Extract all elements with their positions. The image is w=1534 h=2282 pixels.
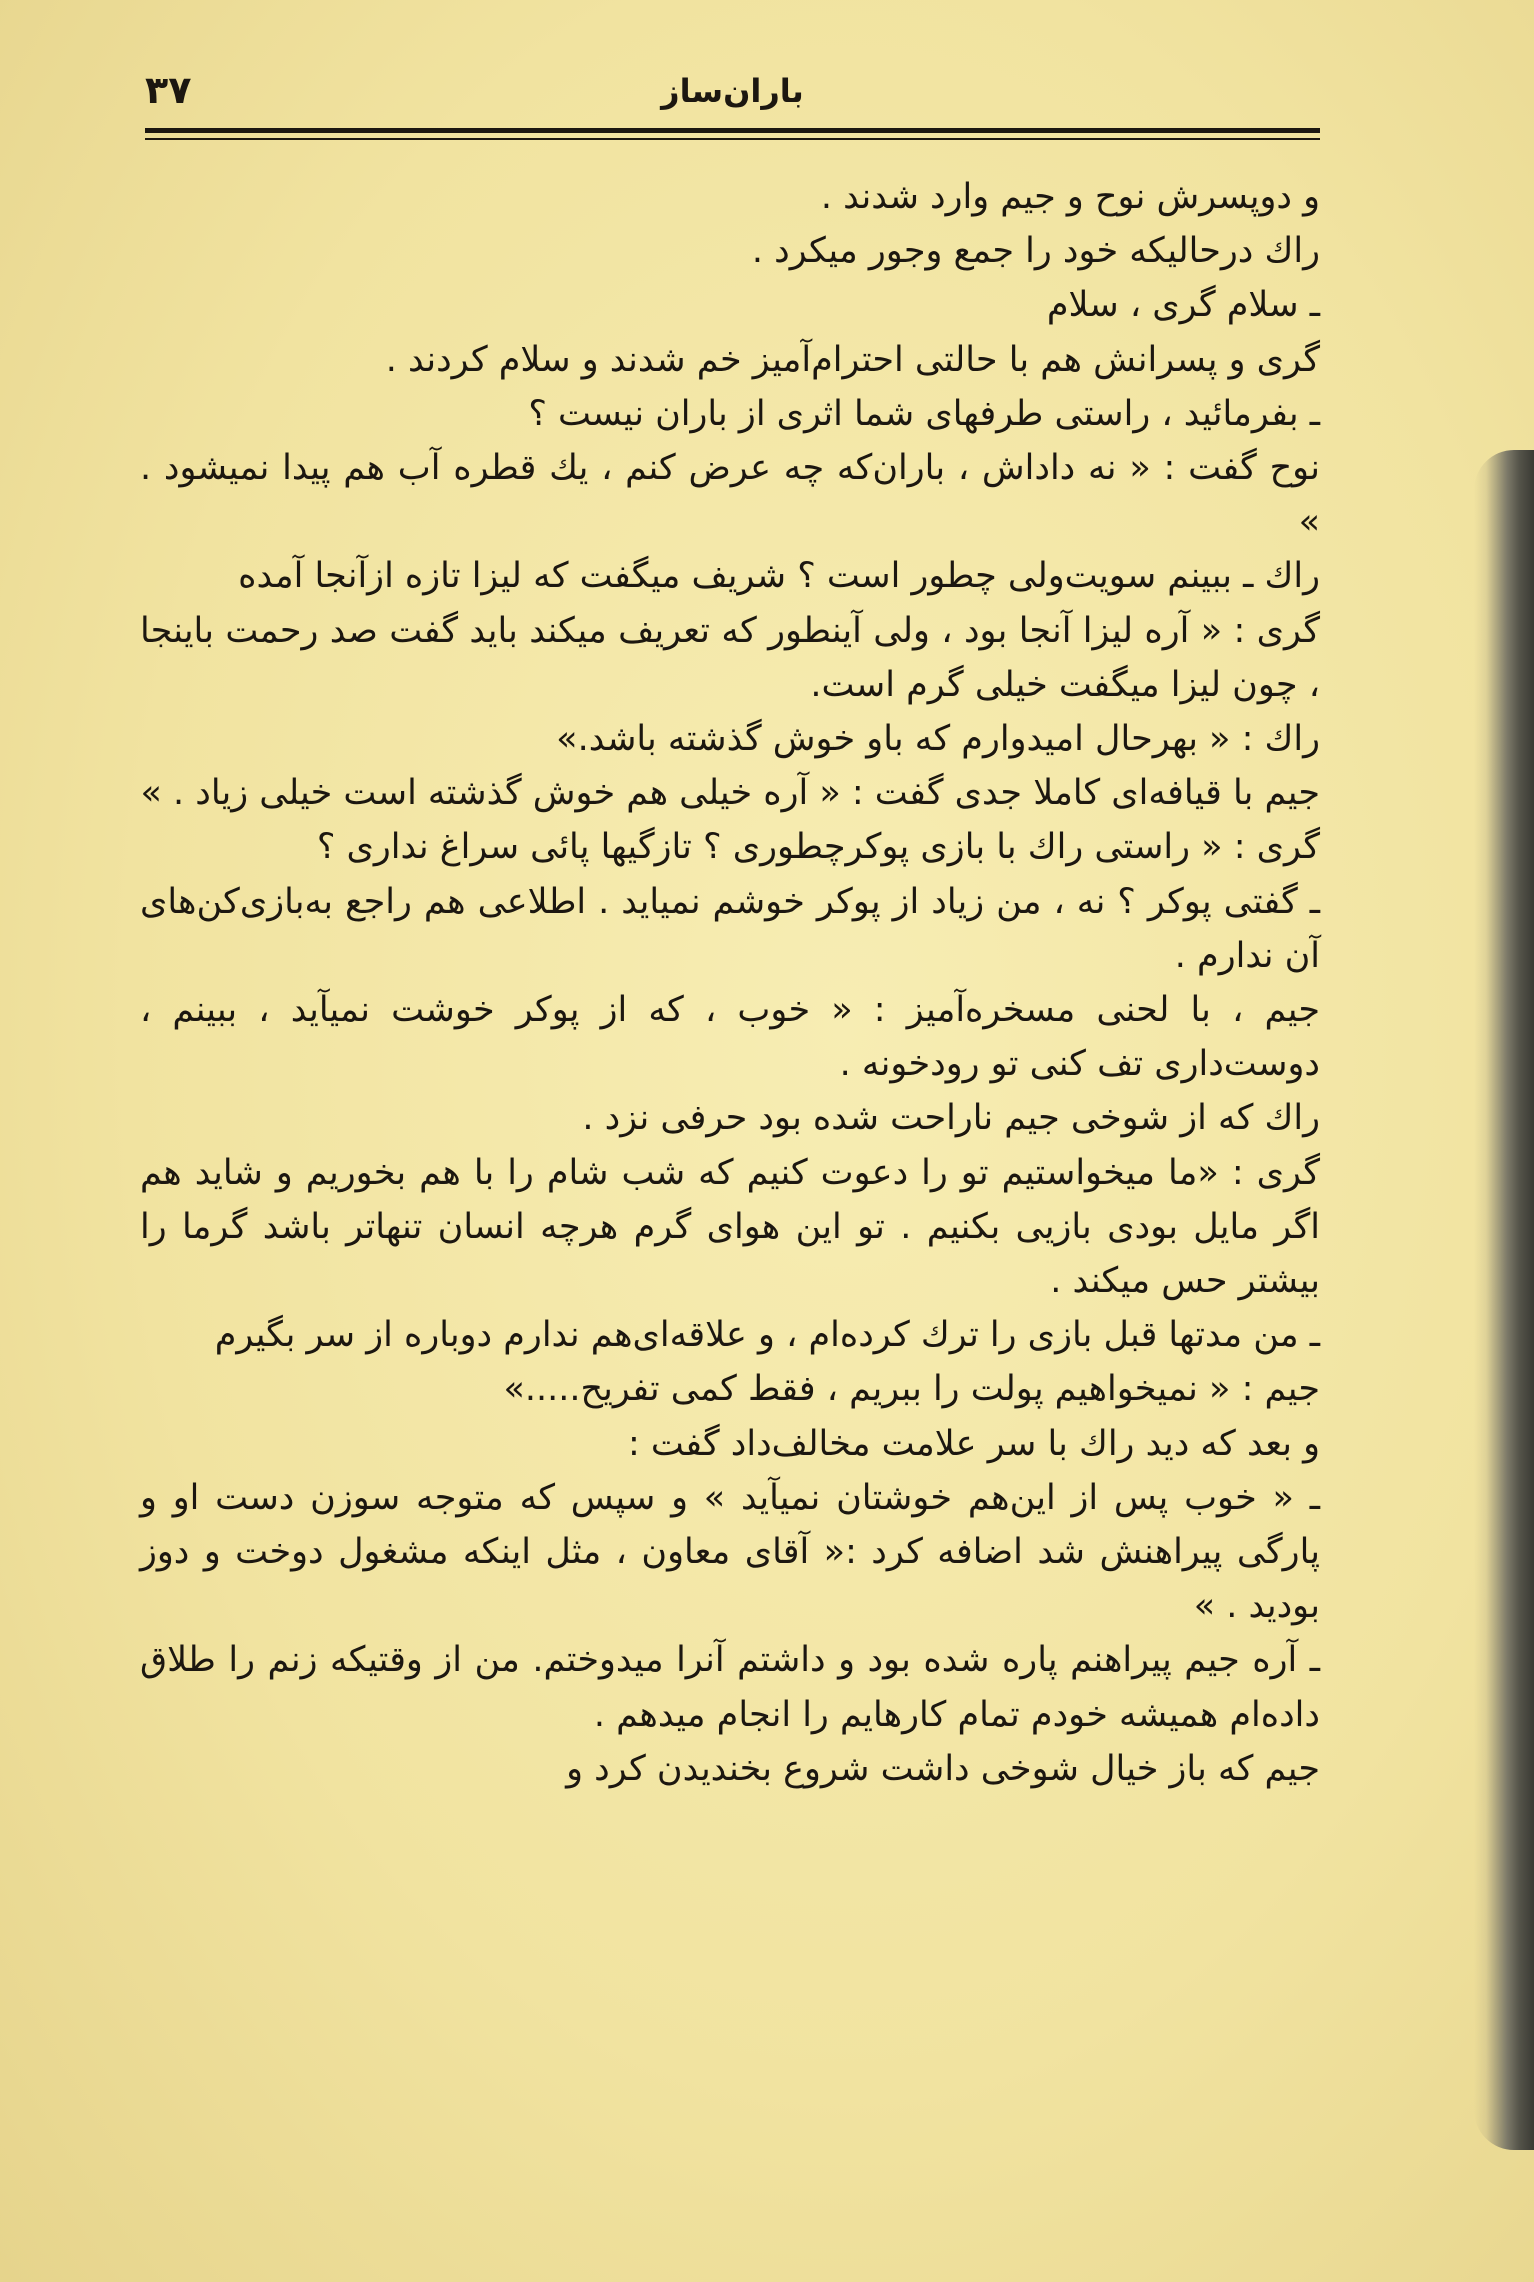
paragraph: و دوپسرش نوح و جیم وارد شدند . <box>820 177 1320 217</box>
header-rule-thin <box>145 138 1320 140</box>
paragraph: گری : « آره لیزا آنجا بود ، ولی آینطور که تعریف میکند باید گفت صد رحمت باینجا ، چون لیزا میگفت خیلی گرم است. <box>140 610 1320 705</box>
paragraph: گری : «ما میخواستیم تو را دعوت کنیم که شب شام را با هم بخوریم و شاید هم اگر مایل بودی بازیی بکنیم . تو این هوای گرم هرچه انسان تنهاتر باشد گرما را بیشتر حس میکند . <box>140 1152 1320 1302</box>
running-title: باران‌ساز <box>661 72 804 110</box>
paragraph: راك : « بهرحال امیدوارم که باو خوش گذشته باشد.» <box>556 719 1320 760</box>
paragraph: جیم ، با لحنی مسخره‌آمیز : « خوب ، که از پوکر خوشت نمیآید ، ببینم ، دوست‌داری تف کنی تو رودخونه . <box>140 990 1320 1085</box>
paragraph: راك که از شوخی جیم ناراحت شده بود حرفی نزد . <box>582 1098 1320 1139</box>
header-rule-thick <box>145 128 1320 133</box>
paragraph: راك درحالیکه خود را جمع وجور میکرد . <box>751 231 1320 272</box>
paragraph: نوح گفت : « نه داداش ، باران‌که چه عرض کنم ، یك قطره آب هم پیدا نمیشود . » <box>140 448 1320 543</box>
paragraph: گری و پسرانش هم با حالتی احترام‌آمیز خم شدند و سلام کردند . <box>385 339 1320 380</box>
paragraph: راك ـ ببینم سویت‌ولی چطور است ؟ شریف میگفت که لیزا تازه ازآنجا آمده <box>238 556 1320 597</box>
page-number: ۳۷ <box>145 68 192 112</box>
adjacent-page-edge <box>1474 450 1534 2150</box>
paragraph: گری : « راستی راك با بازی پوکرچطوری ؟ تازگیها پائی سراغ نداری ؟ <box>316 827 1320 868</box>
paragraph: ـ گفتی پوکر ؟ نه ، من زیاد از پوکر خوشم نمیاید . اطلاعی هم راجع به‌بازی‌کن‌های آن ندارم . <box>140 881 1320 976</box>
paragraph: ـ بفرمائید ، راستی طرفهای شما اثری از باران نیست ؟ <box>528 393 1320 434</box>
paragraph: جیم که باز خیال شوخی داشت شروع بخندیدن کرد و <box>566 1748 1320 1789</box>
paragraph: جیم با قیافه‌ای کاملا جدی گفت : « آره خیلی هم خوش گذشته است خیلی زیاد . » <box>140 773 1320 814</box>
paragraph: ـ « خوب پس از این‌هم خوشتان نمیآید » و سپس که متوجه سوزن دست او و پارگی پیراهنش شد اضافه کرد :« آقای معاون ، مثل اینکه مشغول دوخت و دوز بودید . » <box>140 1477 1320 1627</box>
body-text <box>140 170 1320 2250</box>
paragraph: و بعد که دید راك با سر علامت مخالف‌داد گفت : <box>627 1423 1320 1464</box>
paragraph: ـ من مدتها قبل بازی را ترك کرده‌ام ، و علاقه‌ای‌هم ندارم دوباره از سر بگیرم <box>214 1315 1320 1356</box>
paragraph: ـ سلام گری ، سلام <box>1046 285 1320 326</box>
paragraph: ـ آره جیم پیراهنم پاره شده بود و داشتم آنرا میدوختم. من از وقتیکه زنم را طلاق داده‌ام همیشه خودم تمام کارهایم را انجام میدهم . <box>140 1640 1320 1735</box>
paragraph: جیم : « نمیخواهیم پولت را ببریم ، فقط کمی تفریح.....» <box>503 1369 1320 1410</box>
